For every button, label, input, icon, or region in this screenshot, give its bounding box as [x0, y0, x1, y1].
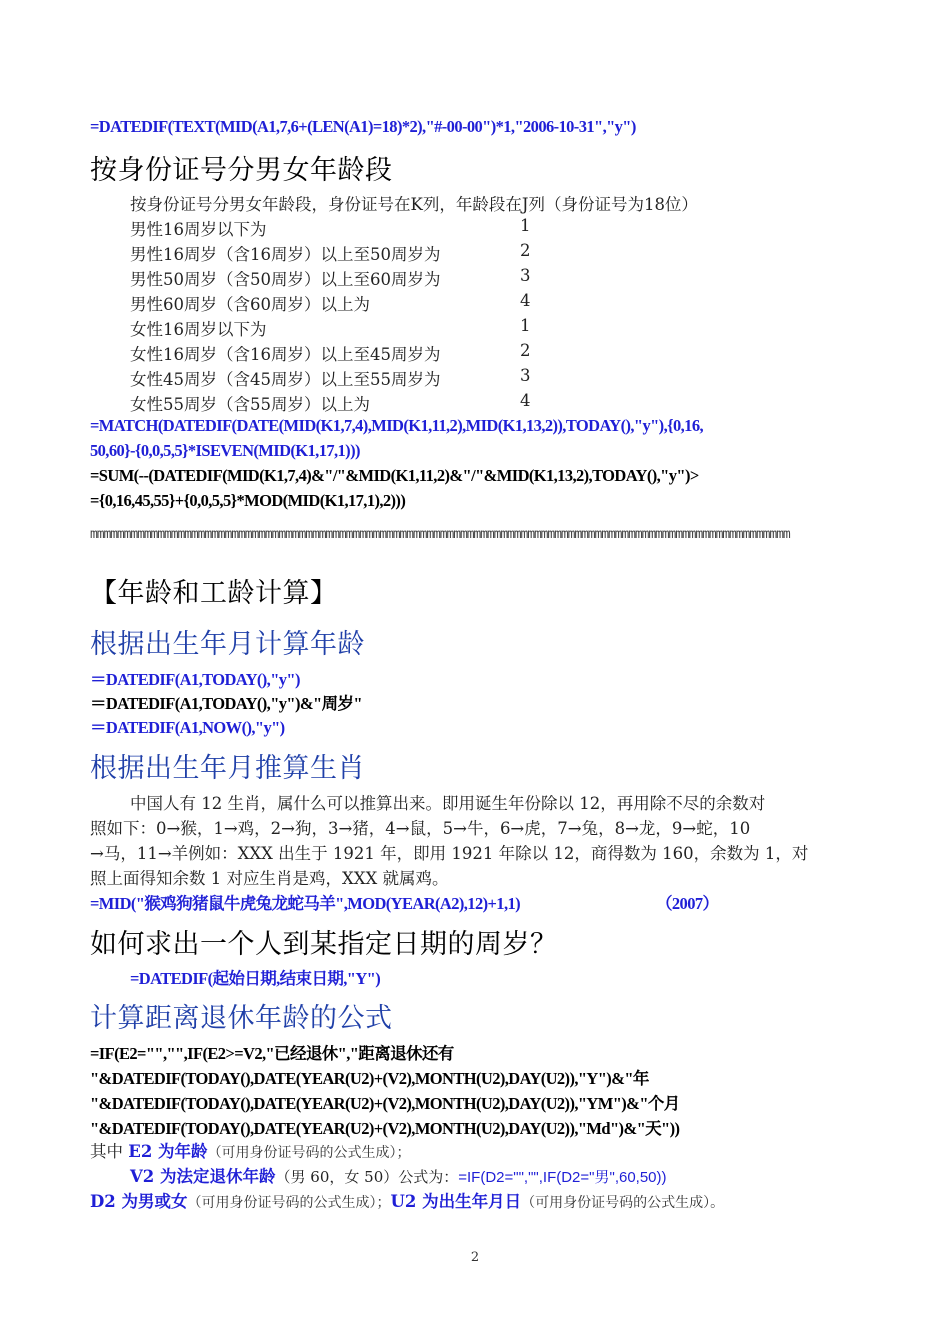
- gender-intro: 按身份证号分男女年龄段，身份证号在K列，年龄段在J列（身份证号为18位）: [130, 195, 698, 214]
- formula-sum-line1: =SUM(--(DATEDIF(MID(K1,7,4)&"/"&MID(K1,11,2)&"/"&MID(K1,13,2),TODAY(),"y")>: [90, 466, 699, 485]
- note-e2-desc: （可用身份证号码的公式生成）；: [207, 1145, 411, 1161]
- heading-gender-age: 按身份证号分男女年龄段: [90, 155, 393, 186]
- section-title: 【年龄和工龄计算】: [90, 578, 338, 609]
- gender-row-label: 女性45周岁（含45周岁）以上至55周岁为: [130, 370, 441, 389]
- note-d2-u2: [90, 1188, 724, 1212]
- formula-match-line1: =MATCH(DATEDIF(DATE(MID(K1,7,4),MID(K1,11,2),MID(K1,13,2)),TODAY(),"y"),{0,16,: [90, 416, 703, 435]
- zodiac-line: 照如下：0→猴，1→鸡，2→狗，3→猪，4→鼠，5→牛，6→虎，7→兔，8→龙，9→蛇，10: [90, 819, 751, 838]
- formula-zodiac-note: （2007）: [656, 894, 719, 913]
- gender-row-value: 4: [520, 291, 531, 310]
- ruler-divider: mmmmmmmmmmmmmmmmmmmmmmmmmmmmmmmmmmmmmmmmmmmmmmmmmmmmmmmmmmmmmmmmmmmmmmmmmmmmmmmmmmmmmmmmmmmmmmmmmmmmmmmm: [90, 527, 790, 542]
- note-v2-formula: =IF(D2="","",IF(D2="男",60,50)): [458, 1169, 667, 1186]
- formula-retire-line: "&DATEDIF(TODAY(),DATE(YEAR(U2)+(V2),MONTH(U2),DAY(U2)),"YM")&"个月: [90, 1094, 680, 1113]
- note-e2-key: E2 为年龄: [128, 1142, 208, 1161]
- heading-age: 根据出生年月计算年龄: [90, 629, 365, 660]
- note-d2-key: D2 为男或女: [90, 1192, 188, 1211]
- formula-retire-line: "&DATEDIF(TODAY(),DATE(YEAR(U2)+(V2),MONTH(U2),DAY(U2)),"Y")&"年: [90, 1069, 649, 1088]
- formula-retire-line: "&DATEDIF(TODAY(),DATE(YEAR(U2)+(V2),MONTH(U2),DAY(U2)),"Md")&"天")): [90, 1119, 680, 1138]
- note-v2-desc: （男 60，女 50）公式为：: [275, 1168, 459, 1186]
- page-number: 2: [470, 1250, 480, 1265]
- note-v2: [130, 1163, 667, 1187]
- gender-row-label: 女性16周岁（含16周岁）以上至45周岁为: [130, 345, 441, 364]
- gender-row-value: 3: [520, 366, 531, 385]
- formula-specific-age: =DATEDIF(起始日期,结束日期,"Y"): [130, 969, 381, 988]
- note-e2-prefix: 其中: [90, 1142, 123, 1161]
- note-v2-key: V2 为法定退休年龄: [130, 1167, 276, 1186]
- heading-retire: 计算距离退休年龄的公式: [90, 1003, 393, 1034]
- formula-age-1: ＝DATEDIF(A1,TODAY(),"y"): [90, 670, 300, 689]
- formula-datedif-text: =DATEDIF(TEXT(MID(A1,7,6+(LEN(A1)=18)*2),"#-00-00")*1,"2006-10-31","y"): [90, 117, 636, 136]
- zodiac-line: 照上面得知余数 1 对应生肖是鸡，XXX 就属鸡。: [90, 869, 449, 888]
- note-u2-key: U2 为出生年月日: [390, 1192, 522, 1211]
- gender-row-value: 1: [520, 316, 531, 335]
- gender-row-label: 女性16周岁以下为: [130, 320, 267, 339]
- gender-row-label: 男性16周岁（含16周岁）以上至50周岁为: [130, 245, 441, 264]
- note-e2: [90, 1138, 411, 1162]
- gender-row-label: 男性60周岁（含60周岁）以上为: [130, 295, 370, 314]
- gender-row-label: 男性50周岁（含50周岁）以上至60周岁为: [130, 270, 441, 289]
- formula-sum-line2: ={0,16,45,55}+{0,0,5,5}*MOD(MID(K1,17,1),2))): [90, 491, 406, 510]
- zodiac-line: →马，11→羊例如：XXX 出生于 1921 年，即用 1921 年除以 12，商得数为 160，余数为 1，对: [90, 844, 809, 863]
- gender-row-value: 2: [520, 241, 531, 260]
- heading-zodiac: 根据出生年月推算生肖: [90, 753, 365, 784]
- formula-age-3: ＝DATEDIF(A1,NOW(),"y"): [90, 718, 285, 737]
- note-d2-desc: （可用身份证号码的公式生成）；: [187, 1195, 391, 1211]
- formula-zodiac: =MID("猴鸡狗猪鼠牛虎兔龙蛇马羊",MOD(YEAR(A2),12)+1,1): [90, 894, 521, 913]
- gender-row-value: 3: [520, 266, 531, 285]
- gender-row-value: 1: [520, 216, 531, 235]
- note-u2-desc: （可用身份证号码的公式生成）。: [521, 1195, 725, 1211]
- zodiac-line: 中国人有 12 生肖，属什么可以推算出来。即用诞生年份除以 12，再用除不尽的余数对: [130, 794, 766, 813]
- gender-row-value: 4: [520, 391, 531, 410]
- gender-row-value: 2: [520, 341, 531, 360]
- heading-specific-age: 如何求出一个人到某指定日期的周岁？: [90, 929, 558, 960]
- formula-age-2: ＝DATEDIF(A1,TODAY(),"y")&"周岁": [90, 694, 362, 713]
- formula-retire-line: =IF(E2="","",IF(E2>=V2,"已经退休","距离退休还有: [90, 1044, 454, 1063]
- gender-row-label: 女性55周岁（含55周岁）以上为: [130, 395, 370, 414]
- formula-match-line2: 50,60}-{0,0,5,5}*ISEVEN(MID(K1,17,1))): [90, 441, 360, 460]
- gender-row-label: 男性16周岁以下为: [130, 220, 267, 239]
